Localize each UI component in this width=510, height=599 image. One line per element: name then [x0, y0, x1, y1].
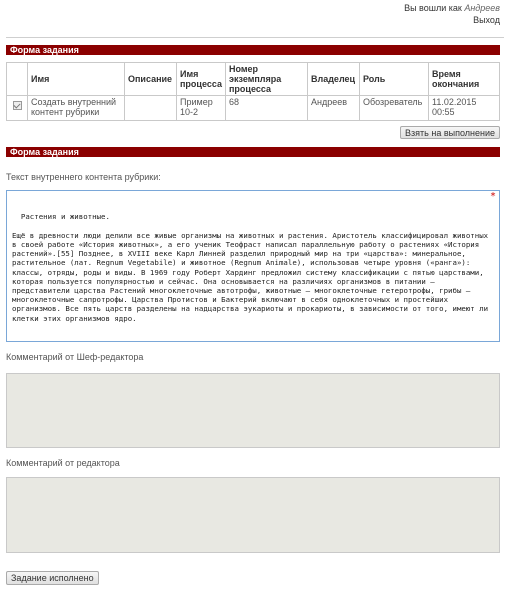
task-done-button[interactable]: Задание исполнено: [6, 571, 99, 585]
owner: Андреев: [308, 96, 360, 121]
row-checkbox-cell[interactable]: [7, 96, 28, 121]
chief-editor-comment-field[interactable]: [6, 373, 500, 448]
user-name: Андреев: [464, 3, 500, 13]
content-text: Растения и животные. Ещё в древности люди делили все живые организмы на животных и растения. Аристотель классифицировал животных в своей работе «История животных», а его ученик Теофраст написал параллельную работу о растениях «История растений».[55] Позднее, в XVIII веке Карл Линней разделил природный мир на три «царства»: минеральное, растительное (лат. Regnum Vegetabile) и животное (Regnum Animale), использовав четыре уровня («ранга»): классы, отряды, роды и виды. В 1969 году Роберт Хардинг предложил систему классификации с пятью царствами, которая пользуется популярностью и сейчас. Она основывается на различиях организмов в питании — представители царства Растений многоклеточные автотрофы, животные — многоклеточные гетеротрофы, грибы — многоклеточные сапротрофы. Царства Протистов и Бактерий включают в себя одноклеточных и простейших организмов. Все пять царств разделены на надцарства эукариоты и прокариоты, в зависимости от того, имеют ли клетки этих организмов ядро.: [12, 212, 489, 323]
column-header: Имя процесса: [177, 63, 226, 96]
chief-editor-comment-label: Комментарий от Шеф-редактора: [6, 352, 144, 362]
login-info: [404, 2, 500, 26]
table-header-row: [7, 63, 500, 96]
section-header-task-form-2: Форма задания: [6, 147, 500, 157]
content-label: Текст внутреннего контента рубрики:: [6, 172, 161, 182]
column-header: Описание: [125, 63, 177, 96]
divider: [6, 37, 504, 38]
checkbox-checked[interactable]: [13, 101, 22, 110]
table-row[interactable]: [7, 96, 500, 121]
end-time: 11.02.2015 00:55: [429, 96, 500, 121]
section-header-task-form: Форма задания: [6, 45, 500, 55]
select-column-header: [7, 63, 28, 96]
instance-number: 68: [226, 96, 308, 121]
tasks-table: [6, 62, 500, 121]
column-header: Владелец: [308, 63, 360, 96]
logged-in-label: Вы вошли как: [404, 3, 462, 13]
take-task-button[interactable]: Взять на выполнение: [400, 126, 500, 139]
required-asterisk-icon: *: [489, 191, 496, 202]
role: Обозреватель: [360, 96, 429, 121]
column-header: Роль: [360, 63, 429, 96]
task-name[interactable]: Создать внутренний контент рубрики: [28, 96, 125, 121]
content-textarea[interactable]: [6, 190, 500, 342]
task-description: [125, 96, 177, 121]
column-header: Время окончания: [429, 63, 500, 96]
editor-comment-label: Комментарий от редактора: [6, 458, 120, 468]
column-header: Имя: [28, 63, 125, 96]
column-header: Номер экземпляра процесса: [226, 63, 308, 96]
process-name: Пример 10-2: [177, 96, 226, 121]
editor-comment-field[interactable]: [6, 477, 500, 553]
logout-link[interactable]: Выход: [473, 15, 500, 25]
